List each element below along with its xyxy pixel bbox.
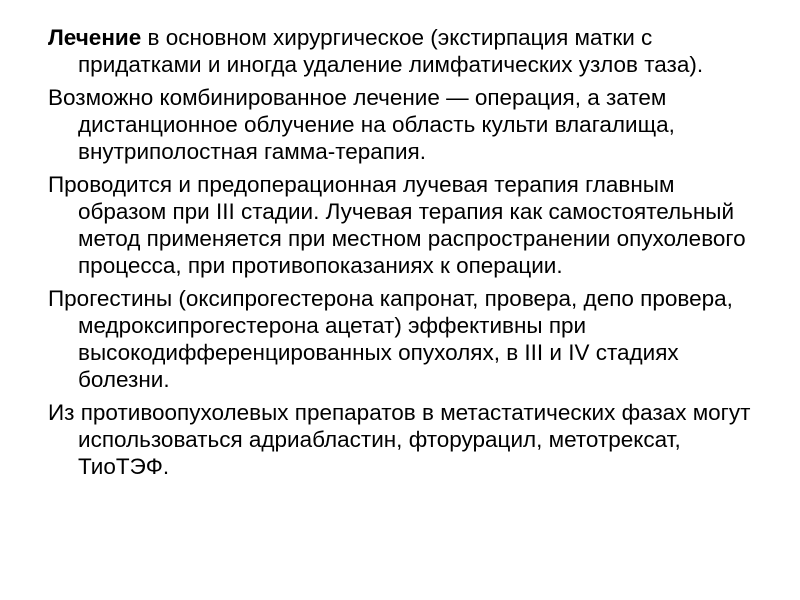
slide-body — [48, 24, 768, 486]
paragraph-text: Прогестины (оксипрогестерона капронат, провера, депо провера, медроксипрогестерона ацетат) эффективны при высокодифференцированных опухолях, в III и IV стадиях болезни. — [48, 286, 733, 392]
paragraph-chemotherapy — [48, 399, 768, 480]
paragraph-text: в основном хирургическое (экстирпация матки с придатками и иногда удаление лимфатических узлов таза). — [78, 25, 704, 77]
paragraph-treatment — [48, 24, 768, 78]
paragraph-progestins — [48, 285, 768, 393]
paragraph-radiation-therapy — [48, 171, 768, 279]
paragraph-text: Проводится и предоперационная лучевая терапия главным образом при III стадии. Лучевая терапия как самостоятельный метод применяется при местном распространении опухолевого процесса, при противопоказаниях к операции. — [48, 172, 746, 278]
paragraph-lead: Лечение — [48, 25, 142, 50]
paragraph-text: Возможно комбинированное лечение — операция, а затем дистанционное облучение на область культи влагалища, внутриполостная гамма-терапия. — [48, 85, 675, 164]
paragraph-text: Из противоопухолевых препаратов в метастатических фазах могут использоваться адриабластин, фторурацил, метотрексат, ТиоТЭФ. — [48, 400, 751, 479]
paragraph-combined-treatment — [48, 84, 768, 165]
